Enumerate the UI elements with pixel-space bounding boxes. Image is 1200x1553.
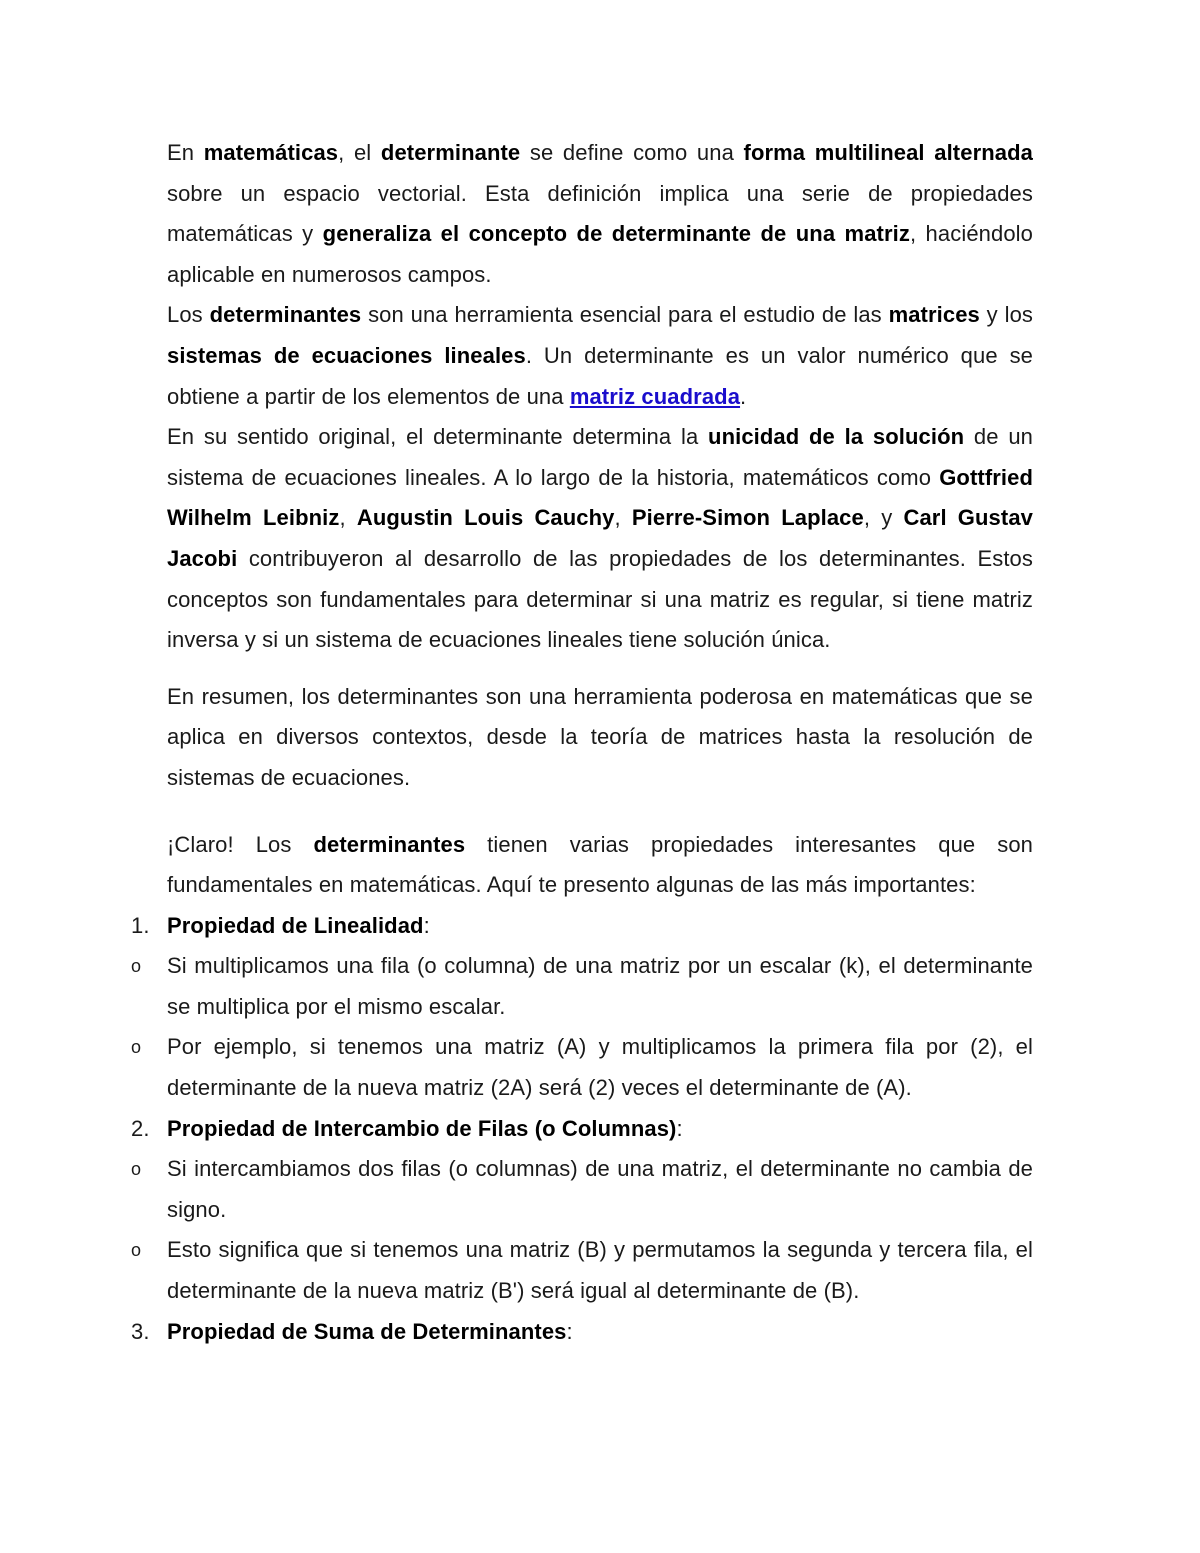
- list-item-linealidad: 1. Propiedad de Linealidad:: [167, 906, 1033, 947]
- list-number: 3.: [131, 1318, 150, 1344]
- paragraph-summary: En resumen, los determinantes son una herramienta poderosa en matemáticas que se aplica en diversos contextos, desde la teoría de matrices hasta la resolución de sistemas de ecuaciones.: [167, 683, 1033, 790]
- list-item-suma: 3. Propiedad de Suma de Determinantes:: [167, 1312, 1033, 1353]
- list-bullet: o Si intercambiamos dos filas (o columnas) de una matriz, el determinante no cambia de signo.: [167, 1149, 1033, 1230]
- paragraph-tools: Los determinantes son una herramienta esencial para el estudio de las matrices y los sistemas de ecuaciones lineales. Un determinante es un valor numérico que se obtiene a partir de los elementos de una matriz cuadrada.: [167, 302, 1034, 409]
- document-body: [131, 133, 1034, 1352]
- bold-term: determinante: [380, 140, 521, 165]
- bold-term: generaliza el concepto de determinante de una matriz: [322, 221, 910, 247]
- paragraph-history: En su sentido original, el determinante determina la unicidad de la solución de un sistema de ecuaciones lineales. A lo largo de la historia, matemáticos como Gottfried Wilhelm Leibniz, Augustin Louis Cauchy, Pierre-Simon Laplace, y Carl Gustav Jacobi contribuyeron al desarrollo de las propiedades de los determinantes. Estos conceptos son fundamentales para determinar si una matriz es regular, si tiene matriz inversa y si un sistema de ecuaciones lineales tiene solución única.: [167, 424, 1033, 653]
- list-number: 2.: [131, 1115, 150, 1141]
- bold-term: sistemas de ecuaciones lineales: [167, 342, 526, 368]
- circle-bullet-icon: o: [131, 956, 142, 977]
- bold-term: Gottfried Wilhelm Leibniz: [167, 464, 1033, 531]
- bold-term: matemáticas: [203, 140, 339, 165]
- list-bullet: o Por ejemplo, si tenemos una matriz (A) y multiplicamos la primera fila por (2), el determinante de la nueva matriz (2A) será (2) veces el determinante de (A).: [167, 1027, 1033, 1108]
- bold-term: Augustin Louis Cauchy: [356, 505, 615, 531]
- circle-bullet-icon: o: [131, 1037, 142, 1058]
- matriz-cuadrada-link[interactable]: matriz cuadrada: [569, 383, 741, 409]
- bold-term: determinantes: [209, 302, 362, 328]
- bold-term: Pierre-Simon Laplace: [631, 505, 864, 531]
- bold-term: determinantes: [313, 831, 466, 857]
- paragraph-intro-properties: ¡Claro! Los determinantes tienen varias propiedades interesantes que son fundamentales en matemáticas. Aquí te presento algunas de las más importantes:: [167, 831, 1034, 898]
- list-item-title: Propiedad de Suma de Determinantes: [167, 1318, 567, 1344]
- list-number: 1.: [131, 912, 150, 938]
- list-bullet: o Esto significa que si tenemos una matriz (B) y permutamos la segunda y tercera fila, el determinante de la nueva matriz (B') será igual al determinante de (B).: [167, 1230, 1033, 1311]
- paragraph-definition: En matemáticas, el determinante se define como una forma multilineal alternada sobre un espacio vectorial. Esta definición implica una serie de propiedades matemáticas y generaliza el concepto de determinante de una matriz, haciéndolo aplicable en numerosos campos.: [167, 140, 1033, 287]
- list-item-title: Propiedad de Linealidad: [167, 912, 424, 938]
- list-item-title: Propiedad de Intercambio de Filas (o Columnas): [167, 1115, 677, 1141]
- bold-term: Carl Gustav Jacobi: [167, 505, 1033, 571]
- bold-term: matrices: [888, 302, 980, 328]
- list-item-intercambio: 2. Propiedad de Intercambio de Filas (o Columnas):: [167, 1109, 1033, 1150]
- properties-list: [131, 906, 1033, 1353]
- bold-term: unicidad de la solución: [708, 424, 965, 450]
- circle-bullet-icon: o: [131, 1240, 142, 1261]
- list-bullet: o Si multiplicamos una fila (o columna) de una matriz por un escalar (k), el determinante se multiplica por el mismo escalar.: [167, 946, 1033, 1027]
- bold-term: forma multilineal alternada: [743, 140, 1033, 165]
- circle-bullet-icon: o: [131, 1159, 142, 1180]
